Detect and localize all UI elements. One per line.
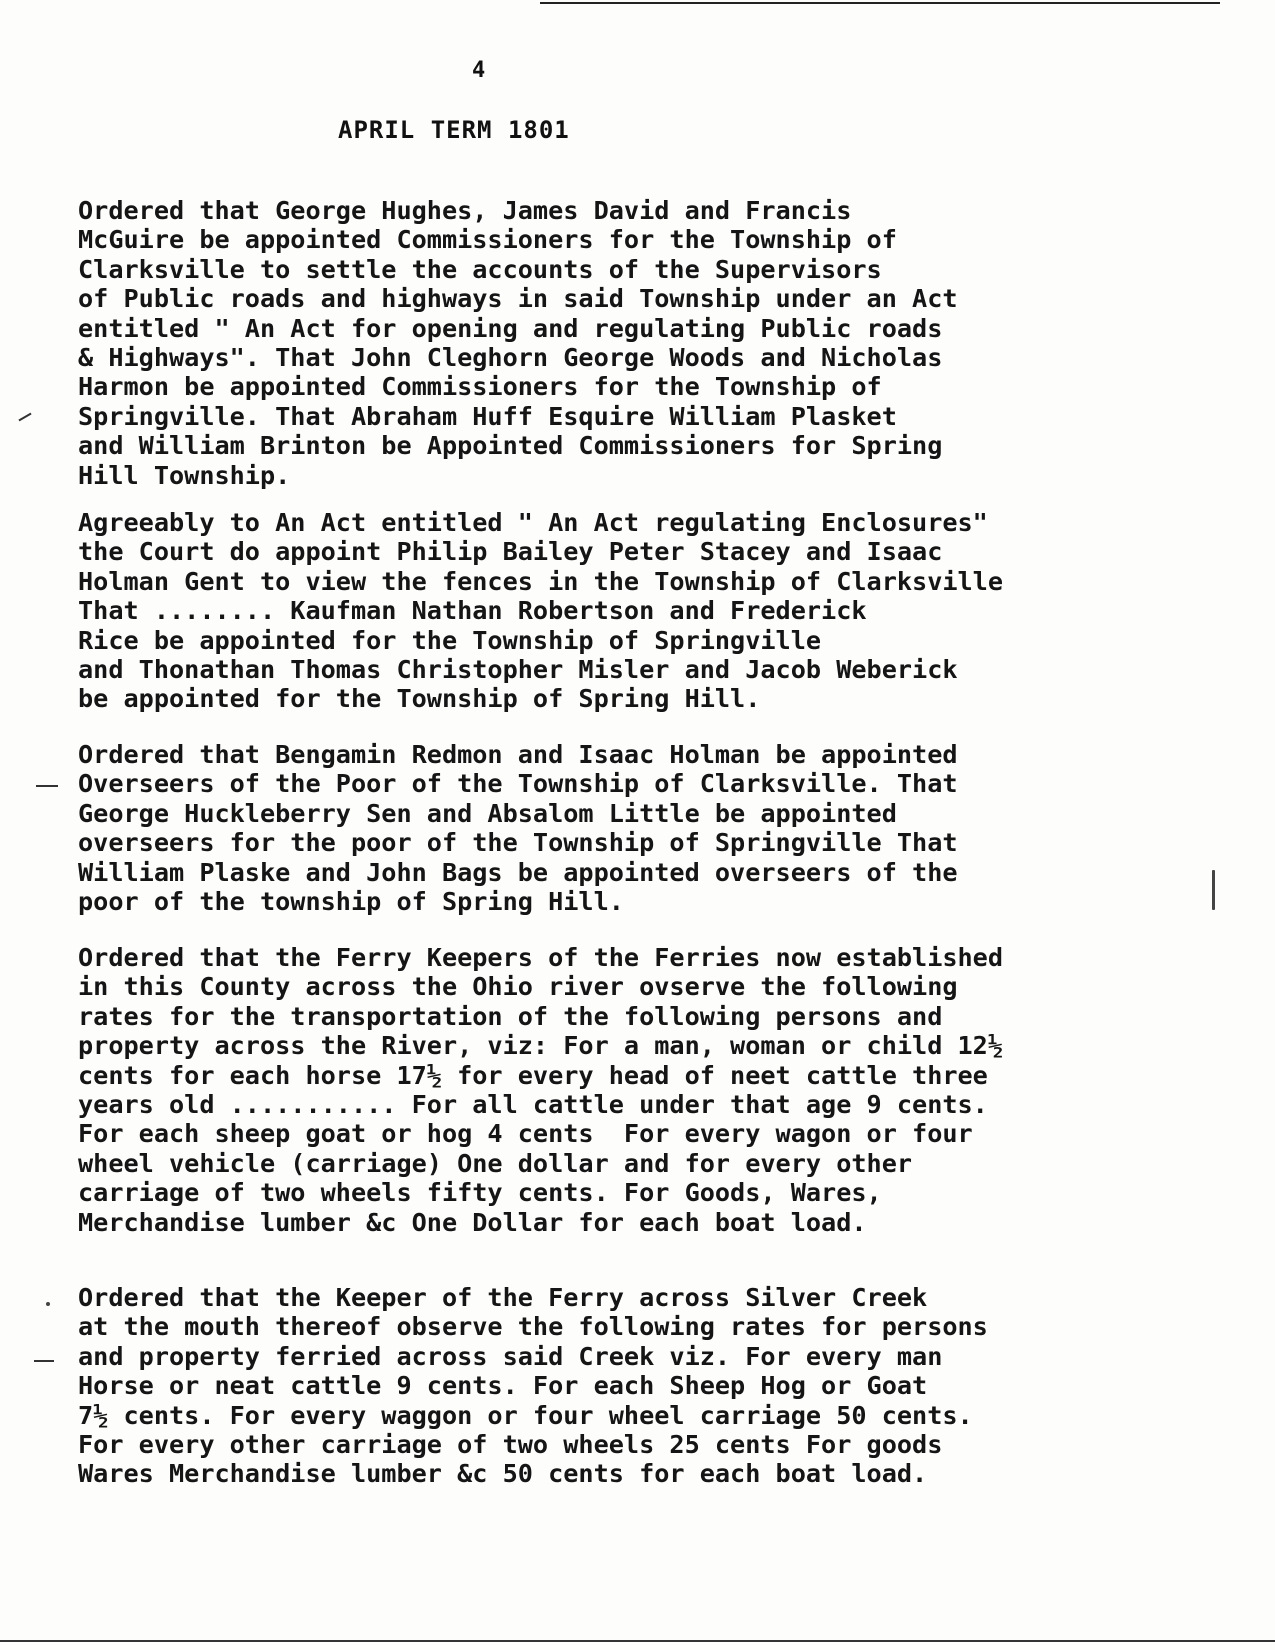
text-line: Rice be appointed for the Township of Springville bbox=[78, 625, 822, 655]
margin-speck bbox=[46, 1302, 50, 1306]
paragraph-overseers bbox=[78, 740, 1198, 916]
text-line: be appointed for the Township of Spring Hill. bbox=[78, 684, 761, 714]
text-line: For each sheep goat or hog 4 cents For every wagon or four bbox=[78, 1119, 973, 1149]
text-line: That ........ Kaufman Nathan Robertson and Frederick bbox=[78, 596, 867, 626]
text-line: Overseers of the Poor of the Township of Clarksville. That bbox=[78, 769, 958, 799]
text-line: Ordered that George Hughes, James David and Francis bbox=[78, 196, 852, 225]
text-line: and property ferried across said Creek viz. For every man bbox=[78, 1341, 943, 1371]
text-line: years old ........... For all cattle under that age 9 cents. bbox=[78, 1090, 988, 1120]
scan-edge-top bbox=[540, 2, 1220, 4]
margin-mark bbox=[34, 1360, 54, 1362]
scan-edge-bottom bbox=[0, 1640, 1275, 1642]
text-line: Ordered that the Keeper of the Ferry across Silver Creek bbox=[78, 1283, 928, 1312]
text-line: at the mouth thereof observe the following rates for persons bbox=[78, 1312, 988, 1342]
text-line: and William Brinton be Appointed Commissioners for Spring bbox=[78, 431, 943, 461]
margin-mark bbox=[36, 785, 58, 787]
text-line: carriage of two wheels fifty cents. For Goods, Wares, bbox=[78, 1178, 882, 1208]
text-line: Holman Gent to view the fences in the Township of Clarksville bbox=[78, 566, 1004, 596]
text-line: the Court do appoint Philip Bailey Peter Stacey and Isaac bbox=[78, 537, 943, 567]
text-line: of Public roads and highways in said Township under an Act bbox=[78, 284, 958, 314]
page-number: 4 bbox=[472, 58, 486, 83]
text-line: George Huckleberry Sen and Absalom Little be appointed bbox=[78, 798, 897, 828]
margin-mark bbox=[18, 413, 31, 422]
text-line: wheel vehicle (carriage) One dollar and for every other bbox=[78, 1148, 913, 1178]
text-line: Hill Township. bbox=[78, 460, 291, 490]
text-line: Ordered that Bengamin Redmon and Isaac Holman be appointed bbox=[78, 740, 958, 769]
margin-speck bbox=[1212, 870, 1215, 910]
text-line: For every other carriage of two wheels 25 cents For goods bbox=[78, 1430, 943, 1460]
paragraph-enclosures bbox=[78, 508, 1198, 714]
text-line: Agreeably to An Act entitled " An Act regulating Enclosures" bbox=[78, 508, 988, 537]
text-line: overseers for the poor of the Township of Springville That bbox=[78, 828, 958, 858]
paragraph-commissioners bbox=[78, 196, 1198, 490]
text-line: poor of the township of Spring Hill. bbox=[78, 887, 624, 917]
text-line: & Highways". That John Cleghorn George Woods and Nicholas bbox=[78, 343, 943, 373]
text-line: and Thonathan Thomas Christopher Misler and Jacob Weberick bbox=[78, 655, 958, 685]
text-line: cents for each horse 17½ for every head of neet cattle three bbox=[78, 1060, 988, 1090]
text-line: property across the River, viz: For a man, woman or child 12½ bbox=[78, 1031, 1004, 1061]
text-line: in this County across the Ohio river ovserve the following bbox=[78, 972, 958, 1002]
text-line: Merchandise lumber &c One Dollar for each boat load. bbox=[78, 1207, 867, 1237]
text-line: Horse or neat cattle 9 cents. For each Sheep Hog or Goat bbox=[78, 1371, 928, 1401]
term-heading: APRIL TERM 1801 bbox=[338, 116, 570, 144]
text-line: William Plaske and John Bags be appointed overseers of the bbox=[78, 857, 958, 887]
text-line: McGuire be appointed Commissioners for the Township of bbox=[78, 225, 897, 255]
text-line: rates for the transportation of the following persons and bbox=[78, 1001, 943, 1031]
paragraph-ohio-ferry-rates bbox=[78, 943, 1198, 1237]
text-line: Ordered that the Ferry Keepers of the Ferries now established bbox=[78, 943, 1004, 972]
paragraph-silver-creek-ferry-rates bbox=[78, 1283, 1198, 1489]
text-line: 7½ cents. For every waggon or four wheel carriage 50 cents. bbox=[78, 1400, 973, 1430]
text-line: Wares Merchandise lumber &c 50 cents for each boat load. bbox=[78, 1459, 928, 1489]
text-line: Clarksville to settle the accounts of the Supervisors bbox=[78, 254, 882, 284]
text-line: entitled " An Act for opening and regulating Public roads bbox=[78, 313, 943, 343]
text-line: Springville. That Abraham Huff Esquire William Plasket bbox=[78, 401, 897, 431]
text-line: Harmon be appointed Commissioners for the Township of bbox=[78, 372, 882, 402]
